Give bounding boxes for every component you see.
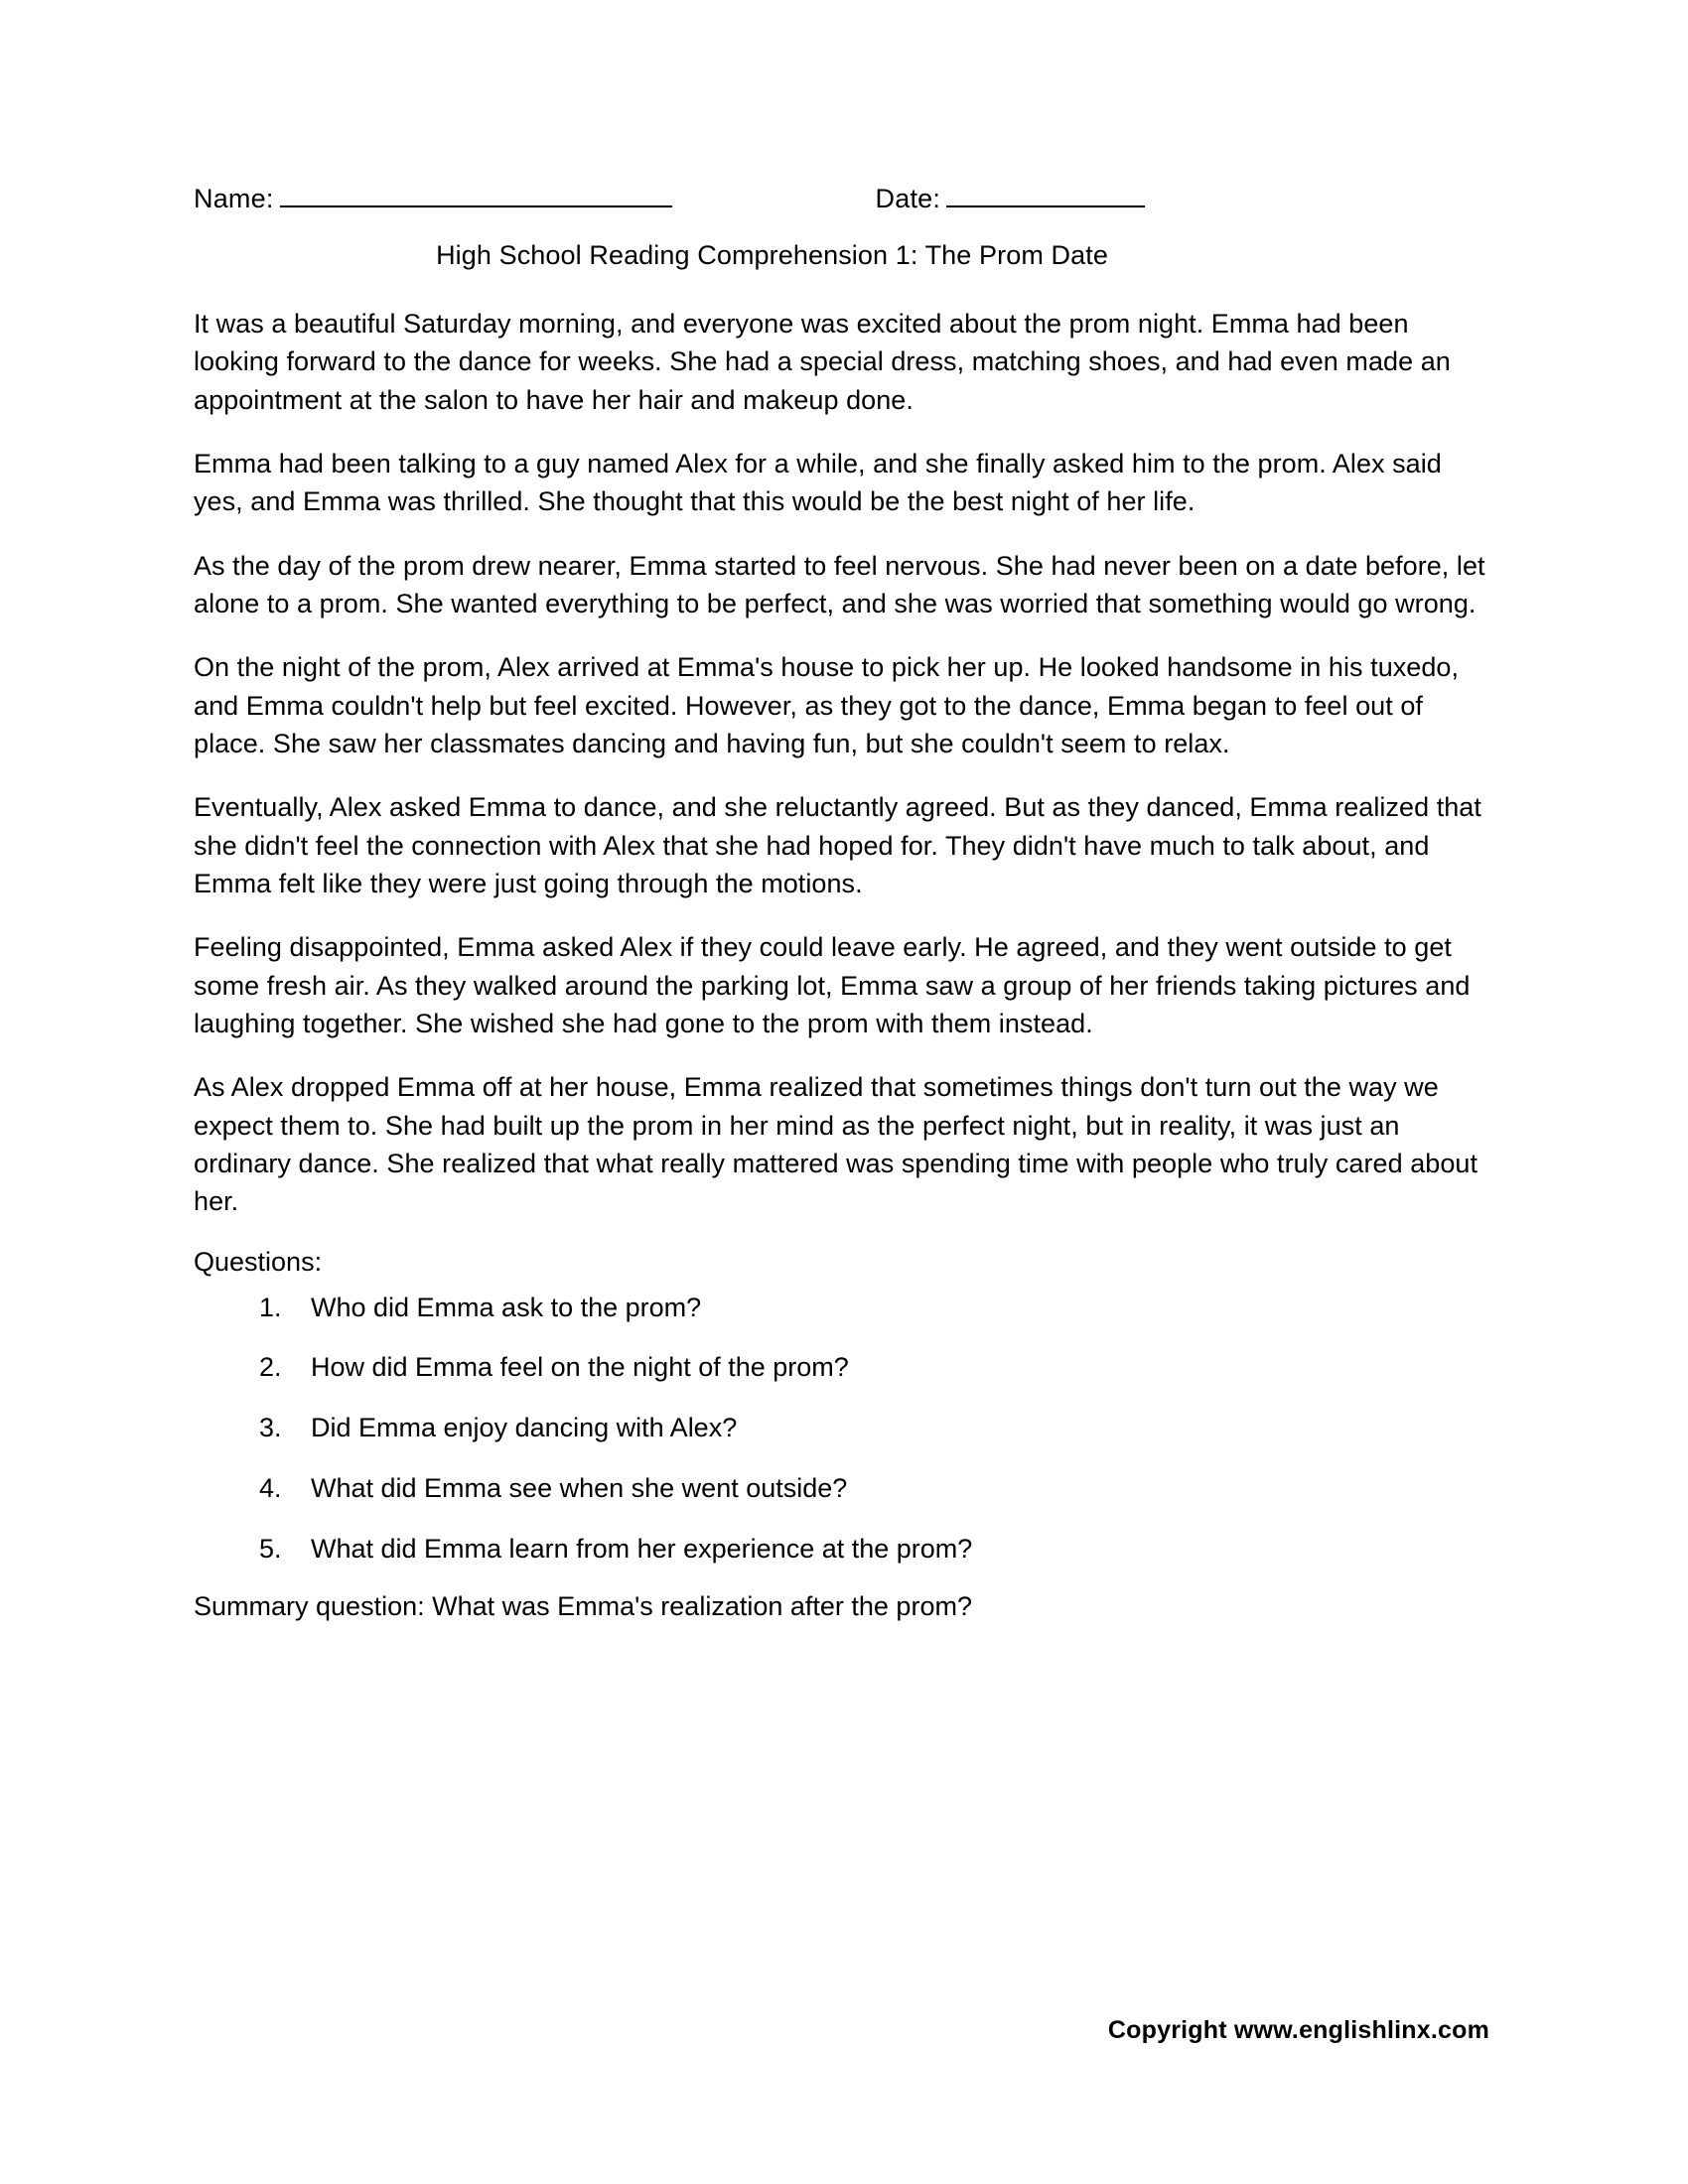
list-item: 1. Who did Emma ask to the prom? <box>289 1290 1489 1327</box>
page-title: High School Reading Comprehension 1: The Prom Date <box>436 240 1108 270</box>
date-field[interactable] <box>876 184 1146 214</box>
questions-heading: Questions: <box>194 1246 323 1277</box>
name-write-line[interactable] <box>280 184 672 207</box>
date-write-line[interactable] <box>946 184 1145 207</box>
date-label: Date: <box>875 184 941 213</box>
student-info-row <box>194 184 1489 214</box>
passage-paragraph: Emma had been talking to a guy named Alex for a while, and she finally asked him to the prom. Alex said yes, and Emma was thrilled. She thought that this would be the best night of her life. <box>194 448 1442 517</box>
questions-list <box>194 1290 1489 1569</box>
passage-paragraph: Eventually, Alex asked Emma to dance, and she reluctantly agreed. But as they danced, Emma realized that she didn't feel the connection with Alex that she had hoped for. They didn't have much to talk about, and Emma felt like they were just going through the motions. <box>194 792 1481 898</box>
copyright-footer: Copyright www.englishlinx.com <box>1107 2016 1489 2044</box>
summary-question: Summary question: What was Emma's realization after the prom? <box>194 1590 972 1621</box>
passage-paragraph: As the day of the prom drew nearer, Emma started to feel nervous. She had never been on a date before, let alone to a prom. She wanted everything to be perfect, and she was worried that something would go wrong. <box>194 550 1485 618</box>
name-field[interactable] <box>194 184 672 214</box>
list-item: 5. What did Emma learn from her experience at the prom? <box>289 1531 1489 1569</box>
list-item: 3. Did Emma enjoy dancing with Alex? <box>289 1410 1489 1447</box>
passage-paragraph: On the night of the prom, Alex arrived at Emma's house to pick her up. He looked handsome in his tuxedo, and Emma couldn't help but feel excited. However, as they got to the dance, Emma began to feel out of place. She saw her classmates dancing and having fun, but she couldn't seem to relax. <box>194 652 1460 758</box>
passage-body <box>194 305 1489 1221</box>
list-item: 4. What did Emma see when she went outside? <box>289 1470 1489 1508</box>
passage-paragraph: As Alex dropped Emma off at her house, Emma realized that sometimes things don't turn out the way we expect them to. She had built up the prom in her mind as the perfect night, but in reality, it was just an ordinary dance. She realized that what really mattered was spending time with people who truly cared about her. <box>194 1072 1478 1217</box>
name-label: Name: <box>194 184 274 213</box>
passage-paragraph: It was a beautiful Saturday morning, and everyone was excited about the prom night. Emma had been looking forward to the dance for weeks. She had a special dress, matching shoes, and had even made an appointment at the salon to have her hair and makeup done. <box>194 309 1451 415</box>
passage-paragraph: Feeling disappointed, Emma asked Alex if they could leave early. He agreed, and they went outside to get some fresh air. As they walked around the parking lot, Emma saw a group of her friends taking pictures and laughing together. She wished she had gone to the prom with them instead. <box>194 932 1471 1038</box>
list-item: 2. How did Emma feel on the night of the prom? <box>289 1349 1489 1387</box>
